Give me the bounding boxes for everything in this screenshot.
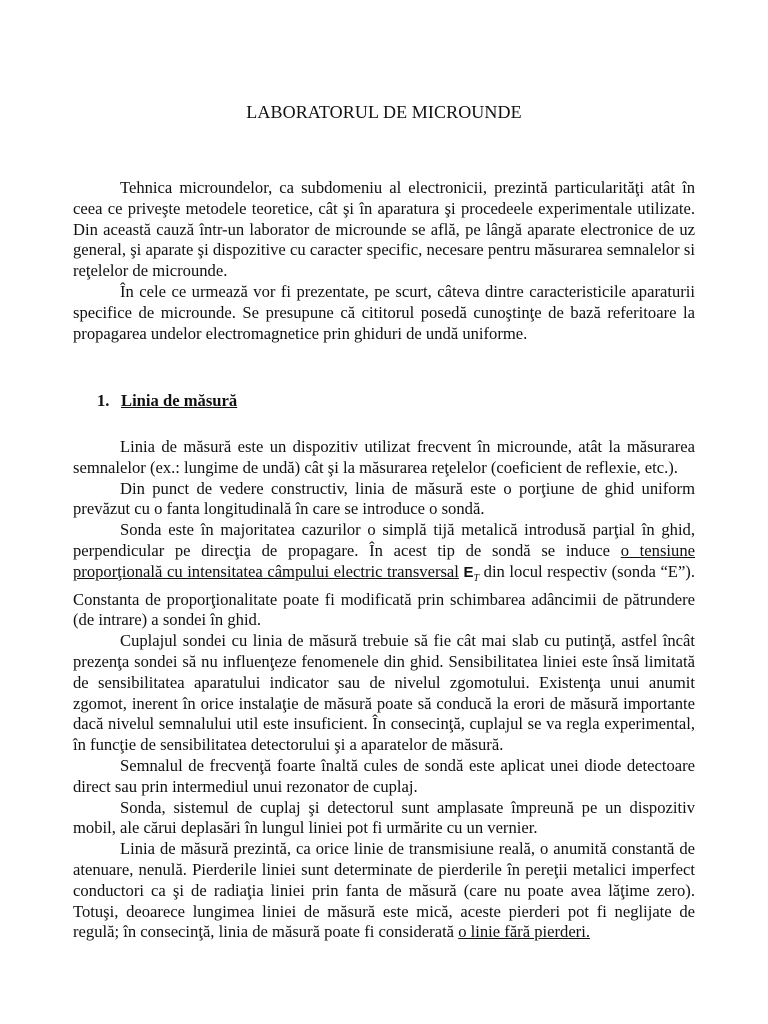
body-paragraph (73, 839, 695, 943)
underlined-text: o linie fără pierderi. (458, 922, 590, 942)
section-title: Linia de măsură (121, 391, 238, 410)
text-run: Sonda este în majoritatea cazurilor o simplă tijă metalică introdusă parţial în ghid, perpendicular pe direcţia de propagare. În acest tip de sondă se induce (73, 520, 695, 560)
field-symbol: E (463, 563, 474, 581)
text-run: Linia de măsură prezintă, ca orice linie de transmisiune reală, o anumită constantă de atenuare, nenulă. Pierderile liniei sunt determinate de pierderile în pereţii metalici imperfect conductori ca şi de radiaţia liniei prin fanta de măsură (care nu poate avea lăţime zero). Totuşi, deoarece lungimea liniei de măsură este mică, aceste pierderi pot fi neglijate de regulă; în consecinţă, linia de măsură poate fi considerată (73, 839, 695, 942)
page-title: LABORATORUL DE MICROUNDE (246, 102, 522, 122)
text-run: din locul respectiv (sonda “E”). Constanta de proporţionalitate poate fi modificată prin schimbarea adâncimii de pătrundere (de intrare) a sondei în ghid. (73, 561, 695, 630)
section-body (73, 437, 695, 943)
section-heading (97, 391, 237, 411)
section-number: 1. (97, 391, 110, 410)
body-paragraph (73, 520, 695, 631)
underlined-text: o tensiune proporţională cu intensitatea câmpului electric transversal (73, 540, 695, 581)
intro-paragraph: Tehnica microundelor, ca subdomeniu al electronicii, prezintă particularităţi atât în ceea ce priveşte metodele teoretice, cât şi în aparatura şi procedeele experimentale utilizate. Din această cauză într-un laborator de microunde se află, pe lângă aparate electronice de uz general, şi aparate şi dispozitive cu caracter specific, necesare pentru măsurarea semnalelor si reţelelor de microunde. (73, 178, 695, 281)
body-paragraph: Cuplajul sondei cu linia de măsură trebuie să fie cât mai slab cu putinţă, astfel încât prezenţa sondei să nu influenţeze fenomenele din ghid. Sensibilitatea liniei este însă limitată de sensibilitatea aparatului indicator sau de nivelul zgomotului. Existenţa unui anumit zgomot, inerent în orice instalaţie de măsură poate să conducă la erori de măsură importante dacă nivelul semnalului util este insuficient. În consecinţă, cuplajul se va regla experimental, în funcţie de sensibilitatea detectorului şi a aparatelor de măsură. (73, 631, 695, 755)
body-paragraph: Semnalul de frecvenţă foarte înaltă cules de sondă este aplicat unei diode detectoare direct sau prin intermediul unui rezonator de cuplaj. (73, 755, 695, 796)
intro-paragraph: În cele ce urmează vor fi prezentate, pe scurt, câteva dintre caracteristicile aparaturii specifice de microunde. Se presupune că cititorul posedă cunoştinţe de bază referitoare la propagarea undelor electromagnetice prin ghiduri de undă uniforme. (73, 281, 695, 343)
body-paragraph: Linia de măsură este un dispozitiv utilizat frecvent în microunde, atât la măsurarea semnalelor (ex.: lungime de undă) cât şi la măsurarea reţelelor (coeficient de reflexie, etc.). (73, 437, 695, 477)
body-paragraph: Din punct de vedere constructiv, linia de măsură este o porţiune de ghid uniform prevăzut cu o fanta longitudinală în care se introduce o sondă. (73, 478, 695, 519)
body-paragraph: Sonda, sistemul de cuplaj şi detectorul sunt amplasate împreună pe un dispozitiv mobil, ale cărui deplasări în lungul liniei pot fi urmărite cu un vernier. (73, 797, 695, 838)
document-page (73, 0, 695, 1024)
field-subscript: T (473, 572, 480, 584)
intro-section (73, 178, 695, 344)
